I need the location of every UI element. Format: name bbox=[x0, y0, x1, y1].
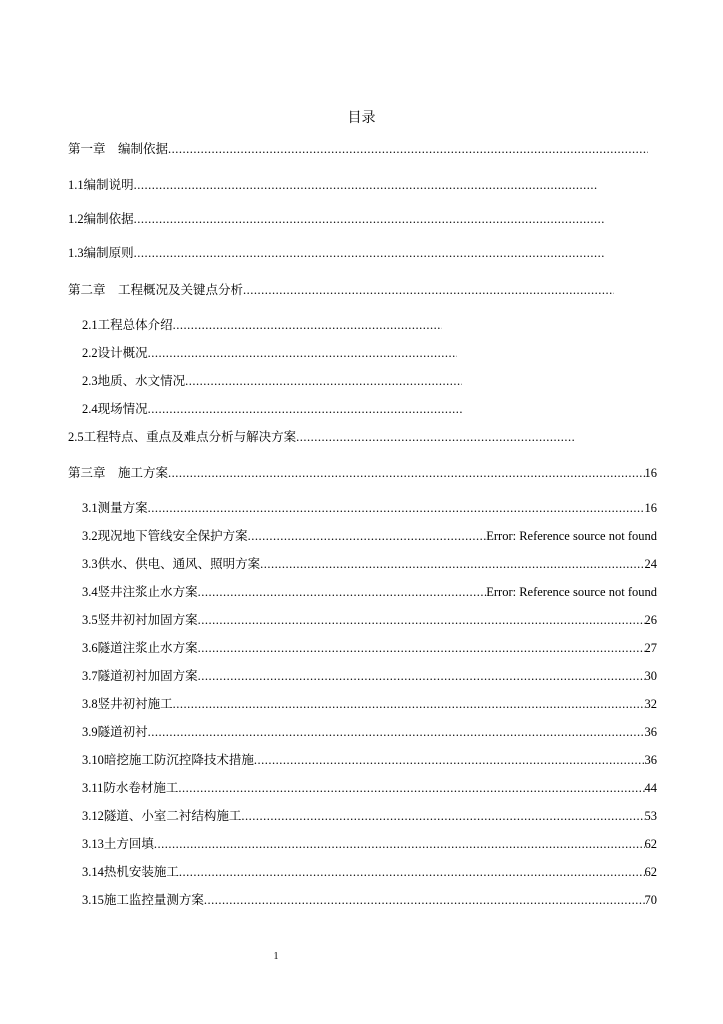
toc-entry[interactable] bbox=[82, 724, 657, 740]
toc-entry[interactable] bbox=[82, 317, 442, 333]
toc-entry-label: 3.11防水卷材施工 bbox=[82, 781, 179, 795]
toc-leader bbox=[198, 612, 645, 628]
toc-leader bbox=[241, 808, 644, 824]
toc-entry-page: 27 bbox=[644, 641, 657, 655]
toc-entry[interactable] bbox=[82, 373, 462, 389]
toc-leader bbox=[198, 668, 645, 684]
toc-entry-page: 62 bbox=[644, 837, 657, 851]
toc-leader bbox=[168, 465, 644, 481]
toc-entry[interactable] bbox=[82, 640, 657, 656]
toc-entry-label: 3.15施工监控量测方案 bbox=[82, 893, 204, 907]
toc-entry-label: 3.10暗挖施工防沉控降技术措施 bbox=[82, 753, 254, 767]
toc-entry-label: 3.14热机安装施工 bbox=[82, 865, 179, 879]
toc-leader bbox=[148, 345, 457, 361]
toc-entry[interactable] bbox=[82, 612, 657, 628]
toc-leader bbox=[296, 429, 574, 445]
toc-entry[interactable] bbox=[82, 401, 462, 417]
page-number: 1 bbox=[273, 951, 279, 962]
toc-entry-label: 3.8竖井初衬施工 bbox=[82, 697, 173, 711]
toc-leader bbox=[148, 401, 462, 417]
toc-entry[interactable] bbox=[82, 556, 657, 572]
toc-entry-page: 32 bbox=[644, 697, 657, 711]
toc-entry-label: 3.5竖井初衬加固方案 bbox=[82, 613, 198, 627]
toc-leader bbox=[148, 500, 645, 516]
toc-entry-page: 36 bbox=[644, 753, 657, 767]
toc-entry[interactable] bbox=[68, 211, 605, 227]
toc-entry-label: 2.3地质、水文情况 bbox=[82, 374, 186, 388]
toc-entry-page: 26 bbox=[644, 613, 657, 627]
toc-entry-page: Error: Reference source not found bbox=[486, 529, 657, 543]
toc-leader bbox=[204, 892, 645, 908]
toc-leader bbox=[154, 836, 645, 852]
toc-entry[interactable] bbox=[68, 282, 614, 298]
toc-leader bbox=[148, 724, 645, 740]
toc-leader bbox=[173, 317, 442, 333]
toc-entry-label: 1.3编制原则 bbox=[68, 246, 134, 260]
toc-entry-page: 70 bbox=[644, 893, 657, 907]
toc-entry-page: 16 bbox=[644, 466, 657, 480]
toc-leader bbox=[185, 373, 462, 389]
toc-entry-label: 3.4竖井注浆止水方案 bbox=[82, 585, 198, 599]
toc-entry[interactable] bbox=[68, 245, 605, 261]
toc-entry-label: 第一章 编制依据 bbox=[68, 142, 169, 156]
toc-entry[interactable] bbox=[82, 668, 657, 684]
toc-entry-label: 2.5工程特点、重点及难点分析与解决方案 bbox=[68, 430, 297, 444]
toc-entry[interactable] bbox=[82, 696, 657, 712]
toc-entry[interactable] bbox=[82, 836, 657, 852]
toc-entry-label: 第三章 施工方案 bbox=[68, 466, 169, 480]
toc-entry[interactable] bbox=[68, 141, 648, 157]
toc-entry[interactable] bbox=[82, 584, 657, 600]
toc-leader bbox=[168, 141, 648, 157]
toc-leader bbox=[198, 640, 645, 656]
toc-entry-label: 3.13土方回填 bbox=[82, 837, 154, 851]
toc-entry[interactable] bbox=[82, 500, 657, 516]
toc-entry[interactable] bbox=[68, 177, 598, 193]
toc-entry-page: 53 bbox=[644, 809, 657, 823]
toc-leader bbox=[134, 211, 605, 227]
toc-entry-page: Error: Reference source not found bbox=[486, 585, 657, 599]
toc-entry-label: 3.3供水、供电、通风、照明方案 bbox=[82, 557, 261, 571]
toc-leader bbox=[178, 780, 644, 796]
toc-entry-page: 24 bbox=[644, 557, 657, 571]
toc-entry-label: 1.2编制依据 bbox=[68, 212, 134, 226]
toc-leader bbox=[254, 752, 645, 768]
toc-entry[interactable] bbox=[82, 864, 657, 880]
toc-leader bbox=[198, 584, 487, 600]
toc-entry-label: 3.7隧道初衬加固方案 bbox=[82, 669, 198, 683]
toc-entry[interactable] bbox=[82, 892, 657, 908]
toc-entry-label: 第二章 工程概况及关键点分析 bbox=[68, 283, 244, 297]
toc-entry[interactable] bbox=[82, 808, 657, 824]
toc-entry-page: 16 bbox=[644, 501, 657, 515]
toc-entry-label: 2.2设计概况 bbox=[82, 346, 148, 360]
toc-leader bbox=[179, 864, 645, 880]
toc-entry[interactable] bbox=[68, 429, 574, 445]
toc-leader bbox=[243, 282, 614, 298]
toc-entry-label: 2.4现场情况 bbox=[82, 402, 148, 416]
toc-entry-label: 3.1测量方案 bbox=[82, 501, 148, 515]
toc-leader bbox=[248, 528, 487, 544]
toc-leader bbox=[134, 245, 605, 261]
toc-leader bbox=[260, 556, 644, 572]
toc-entry-label: 2.1工程总体介绍 bbox=[82, 318, 173, 332]
toc-entry-label: 3.2现况地下管线安全保护方案 bbox=[82, 529, 248, 543]
toc-entry[interactable] bbox=[82, 780, 657, 796]
toc-title: 目录 bbox=[347, 111, 376, 126]
toc-entry-label: 3.12隧道、小室二衬结构施工 bbox=[82, 809, 242, 823]
toc-entry[interactable] bbox=[82, 528, 657, 544]
toc-leader bbox=[134, 177, 598, 193]
toc-entry[interactable] bbox=[82, 345, 457, 361]
toc-entry-label: 3.6隧道注浆止水方案 bbox=[82, 641, 198, 655]
toc-entry-label: 3.9隧道初衬 bbox=[82, 725, 148, 739]
toc-leader bbox=[173, 696, 645, 712]
toc-entry-page: 36 bbox=[644, 725, 657, 739]
toc-entry-page: 30 bbox=[644, 669, 657, 683]
toc-entry-label: 1.1编制说明 bbox=[68, 178, 134, 192]
toc-entry-page: 62 bbox=[644, 865, 657, 879]
toc-entry-page: 44 bbox=[644, 781, 657, 795]
toc-entry[interactable] bbox=[82, 752, 657, 768]
toc-entry[interactable] bbox=[68, 465, 657, 481]
